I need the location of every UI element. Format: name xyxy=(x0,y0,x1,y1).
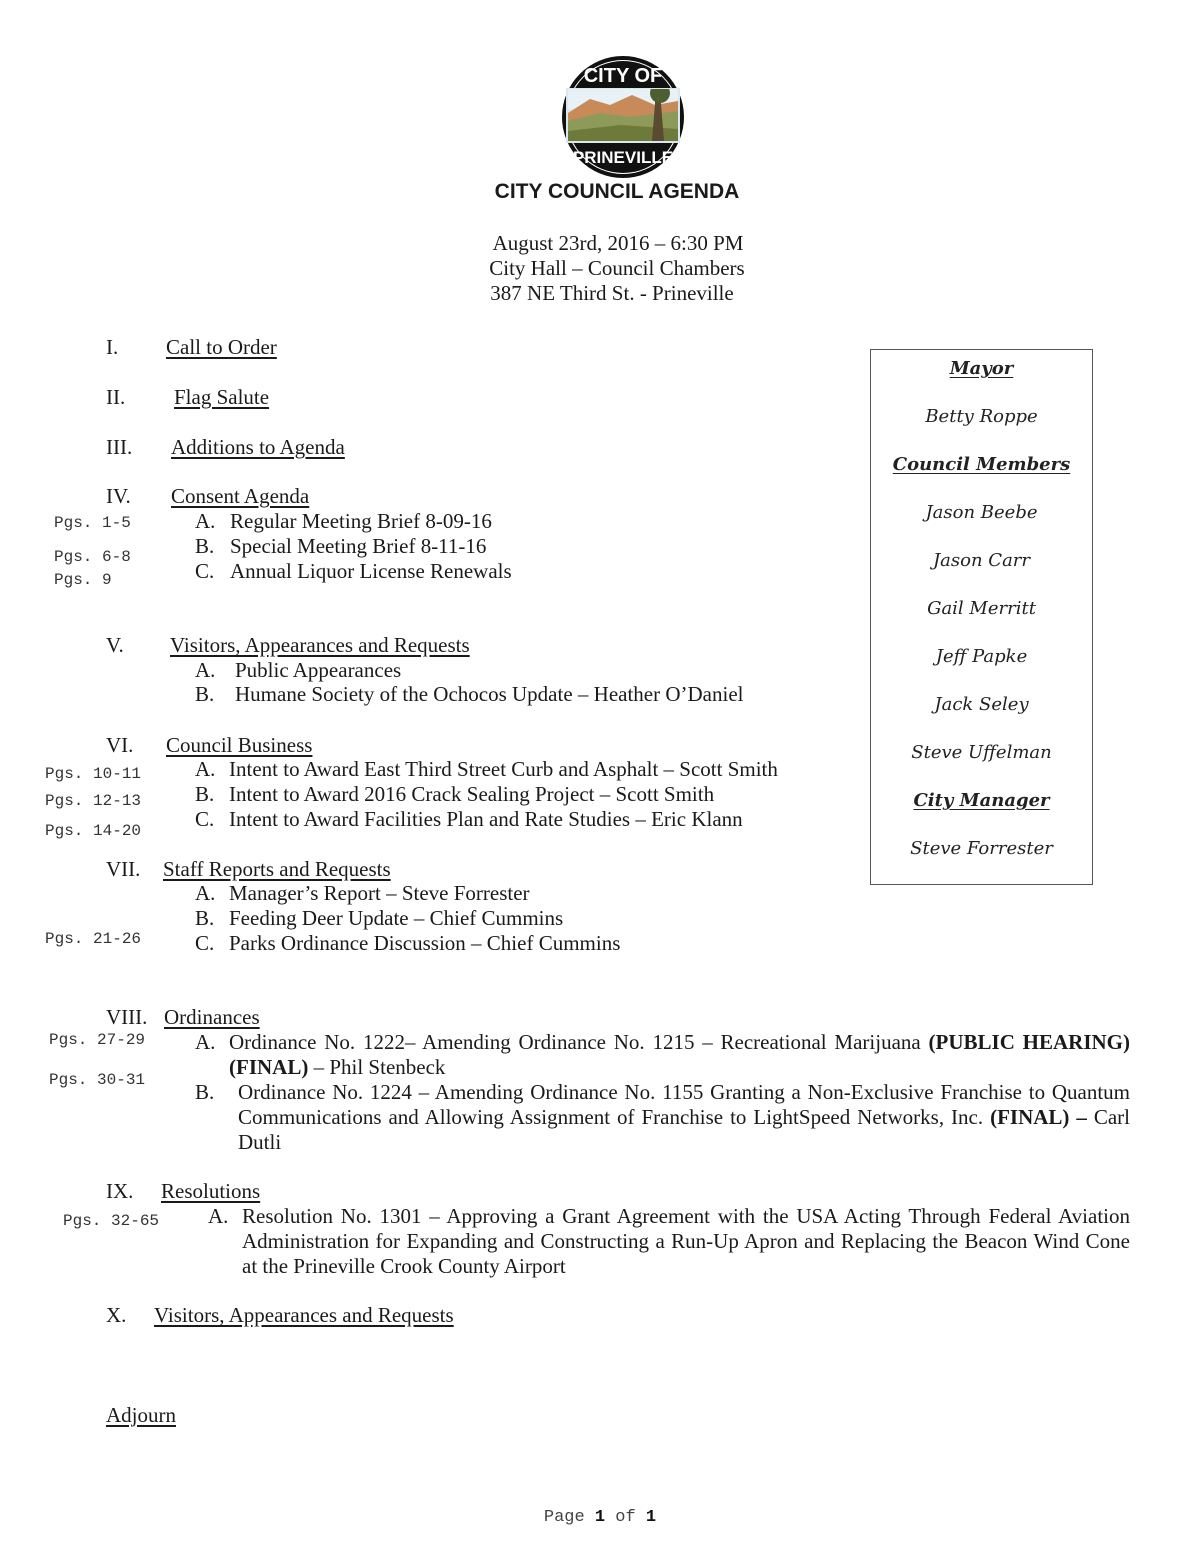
item-letter: A. xyxy=(195,509,216,533)
council-member: Jason Beebe xyxy=(925,502,1038,523)
council-member: Jeff Papke xyxy=(935,646,1028,667)
item-letter: A. xyxy=(195,757,216,781)
city-manager-heading: City Manager xyxy=(913,790,1050,811)
section-title-council-business: Council Business xyxy=(166,733,313,757)
item-letter: A. xyxy=(195,881,216,905)
page-number: 1 xyxy=(594,1508,606,1527)
section-number: IX. xyxy=(106,1179,134,1203)
section-number: X. xyxy=(106,1303,127,1327)
page-ref: Pgs. 9 xyxy=(54,571,112,589)
section-number: II. xyxy=(106,385,126,409)
section-title-staff-reports: Staff Reports and Requests xyxy=(163,857,391,881)
mayor-name: Betty Roppe xyxy=(925,406,1038,427)
council-box xyxy=(870,349,1093,885)
section-title-consent-agenda: Consent Agenda xyxy=(171,484,310,508)
page-ref: Pgs. 32-65 xyxy=(63,1212,160,1230)
page-total: 1 xyxy=(645,1508,657,1527)
item-letter: C. xyxy=(195,931,215,955)
of-label: of xyxy=(615,1508,636,1527)
council-member: Steve Uffelman xyxy=(911,742,1052,763)
agenda-item: Intent to Award 2016 Crack Sealing Project – Scott Smith xyxy=(229,782,715,806)
item-letter: B. xyxy=(195,906,215,930)
item-letter: B. xyxy=(195,782,215,806)
item-letter: C. xyxy=(195,559,215,583)
mayor-heading: Mayor xyxy=(949,358,1014,379)
section-number: III. xyxy=(106,435,133,459)
item-letter: A. xyxy=(195,1030,216,1054)
page-ref: Pgs. 1-5 xyxy=(54,514,131,532)
logo-top-text: CITY OF xyxy=(583,65,663,87)
page-footer xyxy=(0,1508,1200,1527)
page-ref: Pgs. 27-29 xyxy=(49,1031,146,1049)
ordinance-text: Ordinance No. 1224 – Amending Ordinance No. 1155 Granting a Non-Exclusive Franchise to Quantum Communications and Allowing Assignment of Franchise to LightSpeed Networks, Inc. xyxy=(238,1080,1130,1129)
page-label: Page xyxy=(543,1508,585,1527)
agenda-item: Intent to Award East Third Street Curb and Asphalt – Scott Smith xyxy=(229,757,778,781)
ordinance-presenter: – Phil Stenbeck xyxy=(313,1055,446,1079)
section-number: VIII. xyxy=(106,1005,148,1029)
item-letter: A. xyxy=(208,1204,229,1228)
section-title-resolutions: Resolutions xyxy=(161,1179,261,1203)
agenda-item: Intent to Award Facilities Plan and Rate Studies – Eric Klann xyxy=(229,807,743,831)
agenda-item: Public Appearances xyxy=(235,658,402,682)
section-title-call-to-order: Call to Order xyxy=(166,335,277,359)
agenda-item: Special Meeting Brief 8-11-16 xyxy=(230,534,487,558)
section-number: IV. xyxy=(106,484,131,508)
section-number: V. xyxy=(106,633,124,657)
agenda-item xyxy=(229,1030,1130,1080)
ordinance-status: (FINAL) – xyxy=(990,1105,1087,1129)
agenda-item: Manager’s Report – Steve Forrester xyxy=(229,881,530,905)
city-logo xyxy=(560,55,686,179)
section-title-additions: Additions to Agenda xyxy=(171,435,345,459)
agenda-item: Annual Liquor License Renewals xyxy=(230,559,512,583)
council-member: Jack Seley xyxy=(934,694,1029,715)
agenda-title: CITY COUNCIL AGENDA xyxy=(494,180,740,203)
ordinance-status: (PUBLIC HEARING) (FINAL) xyxy=(229,1030,1130,1079)
section-number: VII. xyxy=(106,857,141,881)
page-ref: Pgs. 14-20 xyxy=(45,822,142,840)
page-ref: Pgs. 21-26 xyxy=(45,930,142,948)
agenda-item: Resolution No. 1301 – Approving a Grant Agreement with the USA Acting Through Federal Aviation Administration for Expanding and Constructing a Run-Up Apron and Replacing the Beacon Wind Cone at the Prineville Crook County Airport xyxy=(242,1204,1130,1278)
adjourn: Adjourn xyxy=(106,1403,176,1427)
section-number: VI. xyxy=(106,733,134,757)
section-title-ordinances: Ordinances xyxy=(164,1005,260,1029)
city-manager-name: Steve Forrester xyxy=(910,838,1053,859)
section-title-visitors-2: Visitors, Appearances and Requests xyxy=(154,1303,454,1327)
section-number: I. xyxy=(106,335,119,359)
council-member: Jason Carr xyxy=(932,550,1031,571)
page-ref: Pgs. 6-8 xyxy=(54,548,131,566)
agenda-item: Regular Meeting Brief 8-09-16 xyxy=(230,509,492,533)
page-ref: Pgs. 30-31 xyxy=(49,1071,146,1089)
logo-bottom-text: PRINEVILLE xyxy=(572,148,674,167)
page-ref: Pgs. 10-11 xyxy=(45,765,142,783)
item-letter: B. xyxy=(195,1080,215,1104)
council-member: Gail Merritt xyxy=(927,598,1036,619)
meeting-address: 387 NE Third St. - Prineville xyxy=(490,281,734,305)
section-title-visitors: Visitors, Appearances and Requests xyxy=(170,633,470,657)
agenda-item: Parks Ordinance Discussion – Chief Cummins xyxy=(229,931,621,955)
page-ref: Pgs. 12-13 xyxy=(45,792,142,810)
item-letter: A. xyxy=(195,658,216,682)
section-title-flag-salute: Flag Salute xyxy=(174,385,270,409)
agenda-item: Feeding Deer Update – Chief Cummins xyxy=(229,906,564,930)
meeting-venue: City Hall – Council Chambers xyxy=(489,256,745,280)
council-members-heading: Council Members xyxy=(892,454,1071,475)
item-letter: C. xyxy=(195,807,215,831)
agenda-item xyxy=(238,1080,1130,1155)
item-letter: B. xyxy=(195,534,215,558)
ordinance-presenter: Carl Dutli xyxy=(238,1105,1131,1154)
agenda-item: Humane Society of the Ochocos Update – Heather O’Daniel xyxy=(235,682,744,706)
item-letter: B. xyxy=(195,682,215,706)
meeting-date-time: August 23rd, 2016 – 6:30 PM xyxy=(492,231,744,255)
ordinance-text: Ordinance No. 1222– Amending Ordinance No. 1215 – Recreational Marijuana xyxy=(229,1030,921,1054)
